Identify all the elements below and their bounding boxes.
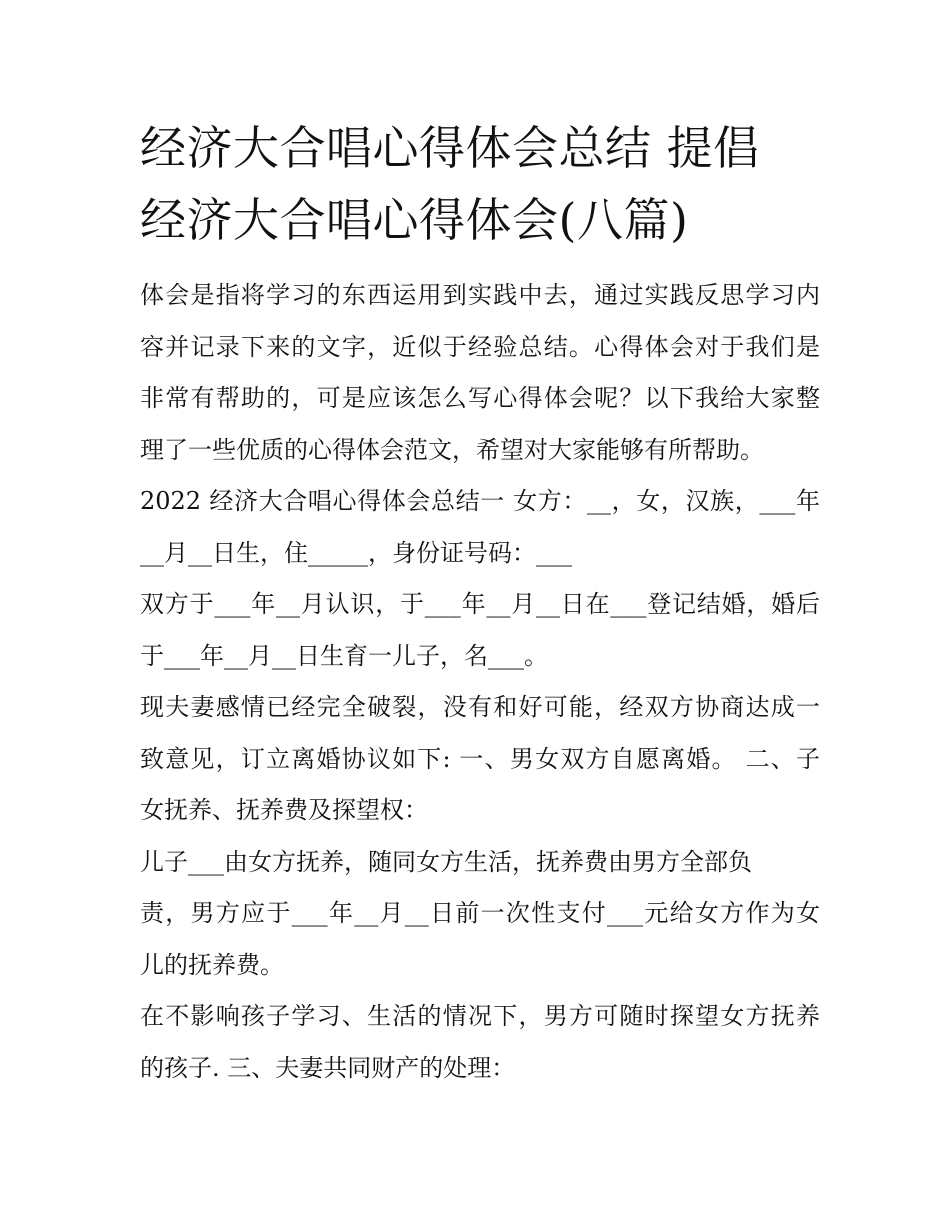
document-body: [140, 270, 820, 1094]
body-line: 非常有帮助的，可是应该怎么写心得体会呢？以下我给大家整: [140, 384, 820, 412]
title-line-1: 经济大合唱心得体会总结 提倡: [140, 121, 760, 175]
body-line: 儿的抚养费。: [140, 950, 284, 979]
body-line: 的孩子. 三、夫妻共同财产的处理：: [140, 1053, 516, 1082]
body-line: 责，男方应于___年__月__日前一次性支付___元给女方作为女: [140, 899, 820, 927]
body-line: 双方于___年__月认识，于___年__月__日在___登记结婚，婚后: [140, 590, 820, 618]
body-line: 理了一些优质的心得体会范文，希望对大家能够有所帮助。: [140, 435, 764, 464]
title-line-2: 经济大合唱心得体会(八篇): [140, 193, 689, 247]
body-line: 女抚养、抚养费及探望权：: [140, 796, 428, 824]
body-line: 致意见，订立离婚协议如下: 一、男女双方自愿离婚。 二、子: [140, 744, 820, 773]
body-line: 现夫妻感情已经完全破裂，没有和好可能，经双方协商达成一: [140, 693, 820, 721]
body-line: 在不影响孩子学习、生活的情况下，男方可随时探望女方抚养: [140, 1002, 820, 1030]
document-title: [140, 112, 820, 256]
body-line: 2022 经济大合唱心得体会总结一 女方：__，女，汉族，___年: [140, 487, 820, 515]
body-line: __月__日生，住_____，身份证号码：___: [140, 538, 572, 567]
body-line: 体会是指将学习的东西运用到实践中去，通过实践反思学习内: [140, 281, 820, 309]
body-line: 儿子___由女方抚养，随同女方生活，抚养费由男方全部负: [140, 847, 752, 876]
document-content: [140, 112, 820, 1094]
body-line: 容并记录下来的文字，近似于经验总结。心得体会对于我们是: [140, 332, 820, 361]
body-line: 于___年__月__日生育一儿子，名___。: [140, 641, 548, 670]
